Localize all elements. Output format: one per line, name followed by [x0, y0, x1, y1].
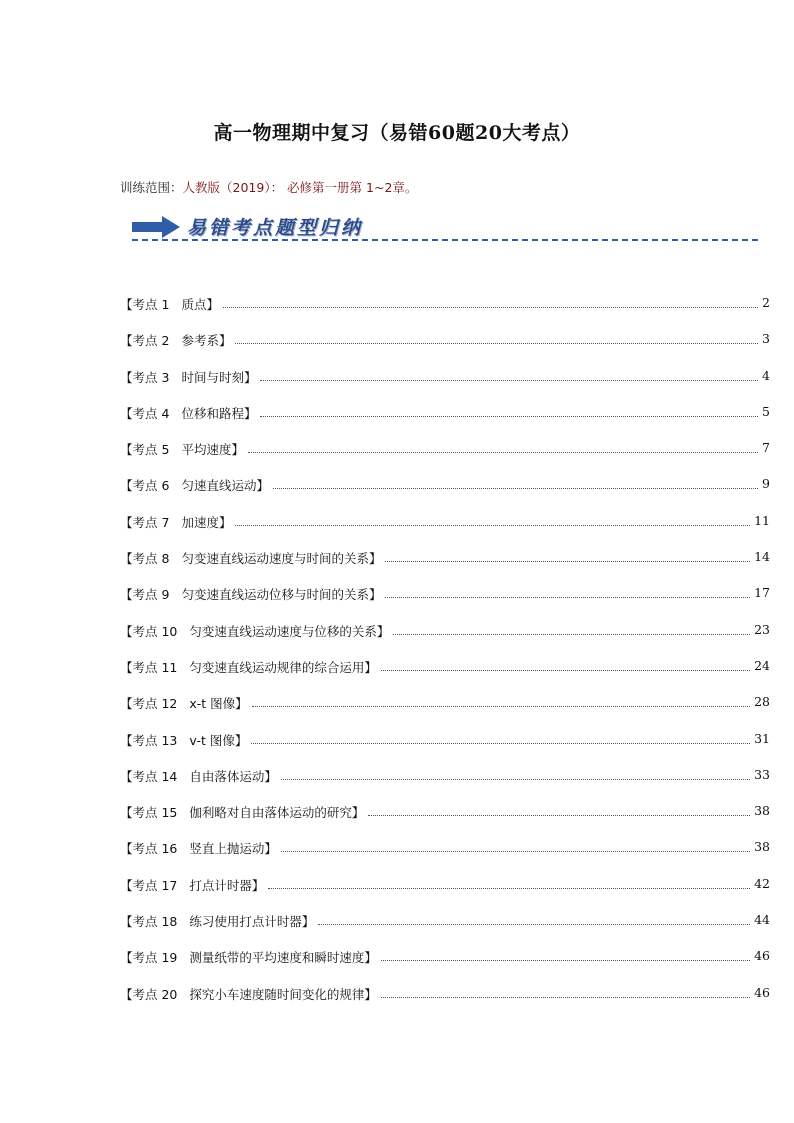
toc-page-number: 5: [762, 403, 770, 419]
toc-page-number: 23: [754, 621, 770, 637]
toc-page-number: 3: [762, 331, 770, 347]
section-banner: [132, 210, 758, 246]
toc-leader-dots: [252, 694, 750, 707]
toc-entry[interactable]: [120, 985, 770, 1021]
toc-leader-dots: [273, 476, 758, 489]
toc-page-number: 33: [754, 766, 770, 782]
table-of-contents: [120, 295, 770, 1021]
toc-entry-name: 匀变速直线运动速度与时间的关系】: [181, 551, 382, 567]
toc-page-number: 11: [754, 512, 770, 528]
toc-entry[interactable]: [120, 731, 770, 767]
toc-entry-key: 【考点 1: [120, 297, 170, 312]
toc-entry-title: [120, 368, 256, 386]
toc-leader-dots: [235, 513, 750, 526]
toc-entry[interactable]: [120, 585, 770, 621]
toc-entry-name: 测量纸带的平均速度和瞬时速度】: [189, 950, 377, 966]
toc-entry[interactable]: [120, 876, 770, 912]
toc-entry[interactable]: [120, 476, 770, 512]
toc-page-number: 38: [754, 803, 770, 819]
toc-page-number: 2: [762, 295, 770, 310]
toc-entry[interactable]: [120, 803, 770, 839]
toc-entry-name: 匀速直线运动】: [181, 478, 269, 494]
toc-entry-title: [120, 912, 314, 930]
toc-page-number: 7: [762, 440, 770, 456]
toc-entry[interactable]: [120, 549, 770, 585]
toc-entry-title: [120, 985, 377, 1003]
toc-entry-key: 【考点 14: [120, 768, 178, 784]
toc-entry-key: 【考点 5: [120, 442, 170, 458]
toc-entry-name: 匀变速直线运动位移与时间的关系】: [181, 587, 382, 603]
toc-entry-name: 探究小车速度随时间变化的规律】: [189, 986, 377, 1002]
toc-leader-dots: [368, 803, 750, 816]
toc-entry-name: 位移和路程】: [181, 405, 257, 421]
toc-entry-title: [120, 585, 381, 603]
toc-entry[interactable]: [120, 368, 770, 404]
toc-page-number: 42: [754, 875, 770, 891]
toc-leader-dots: [385, 549, 750, 562]
toc-leader-dots: [248, 440, 758, 453]
toc-entry-key: 【考点 2: [120, 333, 170, 349]
toc-entry[interactable]: [120, 513, 770, 549]
toc-entry-name: 参考系】: [181, 333, 232, 349]
toc-entry-key: 【考点 15: [120, 805, 178, 821]
toc-leader-dots: [268, 876, 750, 889]
toc-leader-dots: [381, 948, 750, 961]
toc-entry-title: [120, 658, 377, 676]
banner-divider: [132, 239, 758, 241]
toc-page-number: 24: [754, 657, 770, 673]
toc-entry-key: 【考点 7: [120, 514, 170, 530]
toc-entry[interactable]: [120, 912, 770, 948]
toc-entry[interactable]: [120, 440, 770, 476]
toc-entry-key: 【考点 12: [120, 696, 178, 712]
toc-entry-title: [120, 549, 381, 567]
toc-entry-name: 匀变速直线运动速度与位移的关系】: [189, 623, 390, 639]
toc-entry-title: [120, 948, 377, 966]
toc-entry[interactable]: [120, 948, 770, 984]
toc-entry-title: [120, 513, 231, 531]
scope-label: 训练范围：: [120, 180, 183, 195]
toc-entry-title: [120, 476, 269, 494]
toc-entry-name: 伽利略对自由落体运动的研究】: [189, 805, 365, 821]
toc-entry-key: 【考点 3: [120, 369, 170, 385]
toc-page-number: 9: [762, 476, 770, 492]
toc-leader-dots: [281, 767, 750, 780]
toc-entry-key: 【考点 16: [120, 841, 178, 857]
toc-entry-title: [120, 404, 256, 422]
document-title: 高一物理期中复习（易错60题20大考点）: [213, 122, 581, 144]
toc-page-number: 38: [754, 839, 770, 855]
toc-entry[interactable]: [120, 839, 770, 875]
toc-entry-key: 【考点 17: [120, 877, 178, 893]
toc-entry-name: 练习使用打点计时器】: [189, 914, 315, 930]
toc-leader-dots: [381, 658, 750, 671]
toc-entry-key: 【考点 11: [120, 659, 178, 675]
toc-entry-title: [120, 876, 264, 894]
toc-entry[interactable]: [120, 404, 770, 440]
toc-entry-name: 质点】: [181, 297, 219, 312]
toc-entry[interactable]: [120, 694, 770, 730]
toc-entry[interactable]: [120, 767, 770, 803]
toc-entry-name: x-t 图像】: [189, 696, 248, 712]
toc-leader-dots: [385, 585, 750, 598]
toc-entry[interactable]: [120, 331, 770, 367]
toc-entry-key: 【考点 9: [120, 587, 170, 603]
toc-entry-key: 【考点 18: [120, 914, 178, 930]
toc-leader-dots: [260, 368, 758, 381]
toc-page-number: 14: [754, 549, 770, 565]
toc-entry-title: [120, 767, 277, 785]
toc-entry[interactable]: [120, 658, 770, 694]
toc-entry-name: 自由落体运动】: [189, 768, 277, 784]
toc-entry[interactable]: [120, 622, 770, 658]
toc-entry-name: 时间与时刻】: [181, 369, 257, 385]
toc-page-number: 44: [754, 912, 770, 928]
toc-page-number: 31: [754, 730, 770, 746]
toc-leader-dots: [223, 295, 758, 308]
toc-entry[interactable]: [120, 295, 770, 331]
toc-entry-title: [120, 331, 231, 349]
right-arrow-icon: [132, 216, 180, 238]
toc-leader-dots: [251, 731, 750, 744]
toc-entry-title: [120, 803, 364, 821]
training-scope: [120, 178, 417, 196]
toc-page-number: 46: [754, 984, 770, 1000]
toc-entry-key: 【考点 8: [120, 551, 170, 567]
toc-leader-dots: [260, 404, 758, 417]
toc-page-number: 46: [754, 948, 770, 964]
toc-entry-name: 匀变速直线运动规律的综合运用】: [189, 659, 377, 675]
toc-leader-dots: [235, 331, 758, 344]
toc-entry-key: 【考点 19: [120, 950, 178, 966]
toc-entry-title: [120, 731, 247, 749]
toc-entry-title: [120, 440, 244, 458]
toc-entry-key: 【考点 4: [120, 405, 170, 421]
banner-title: 易错考点题型归纳: [187, 217, 364, 239]
toc-entry-title: [120, 839, 277, 857]
toc-entry-name: 加速度】: [181, 514, 232, 530]
toc-leader-dots: [281, 839, 750, 852]
toc-entry-name: 竖直上抛运动】: [189, 841, 277, 857]
toc-leader-dots: [318, 912, 750, 925]
toc-entry-key: 【考点 10: [120, 623, 178, 639]
toc-entry-name: v-t 图像】: [189, 732, 248, 748]
toc-entry-name: 平均速度】: [181, 442, 244, 458]
scope-value: 人教版（2019）： 必修第一册第 1~2章。: [182, 180, 418, 195]
toc-entry-key: 【考点 6: [120, 478, 170, 494]
toc-entry-title: [120, 295, 219, 313]
toc-entry-title: [120, 622, 389, 640]
toc-page-number: 17: [754, 585, 770, 601]
toc-leader-dots: [381, 985, 750, 998]
toc-entry-title: [120, 694, 248, 712]
toc-entry-key: 【考点 13: [120, 732, 178, 748]
toc-page-number: 4: [762, 367, 770, 383]
toc-entry-name: 打点计时器】: [189, 877, 265, 893]
toc-leader-dots: [393, 622, 750, 635]
toc-entry-key: 【考点 20: [120, 986, 178, 1002]
toc-page-number: 28: [754, 694, 770, 710]
